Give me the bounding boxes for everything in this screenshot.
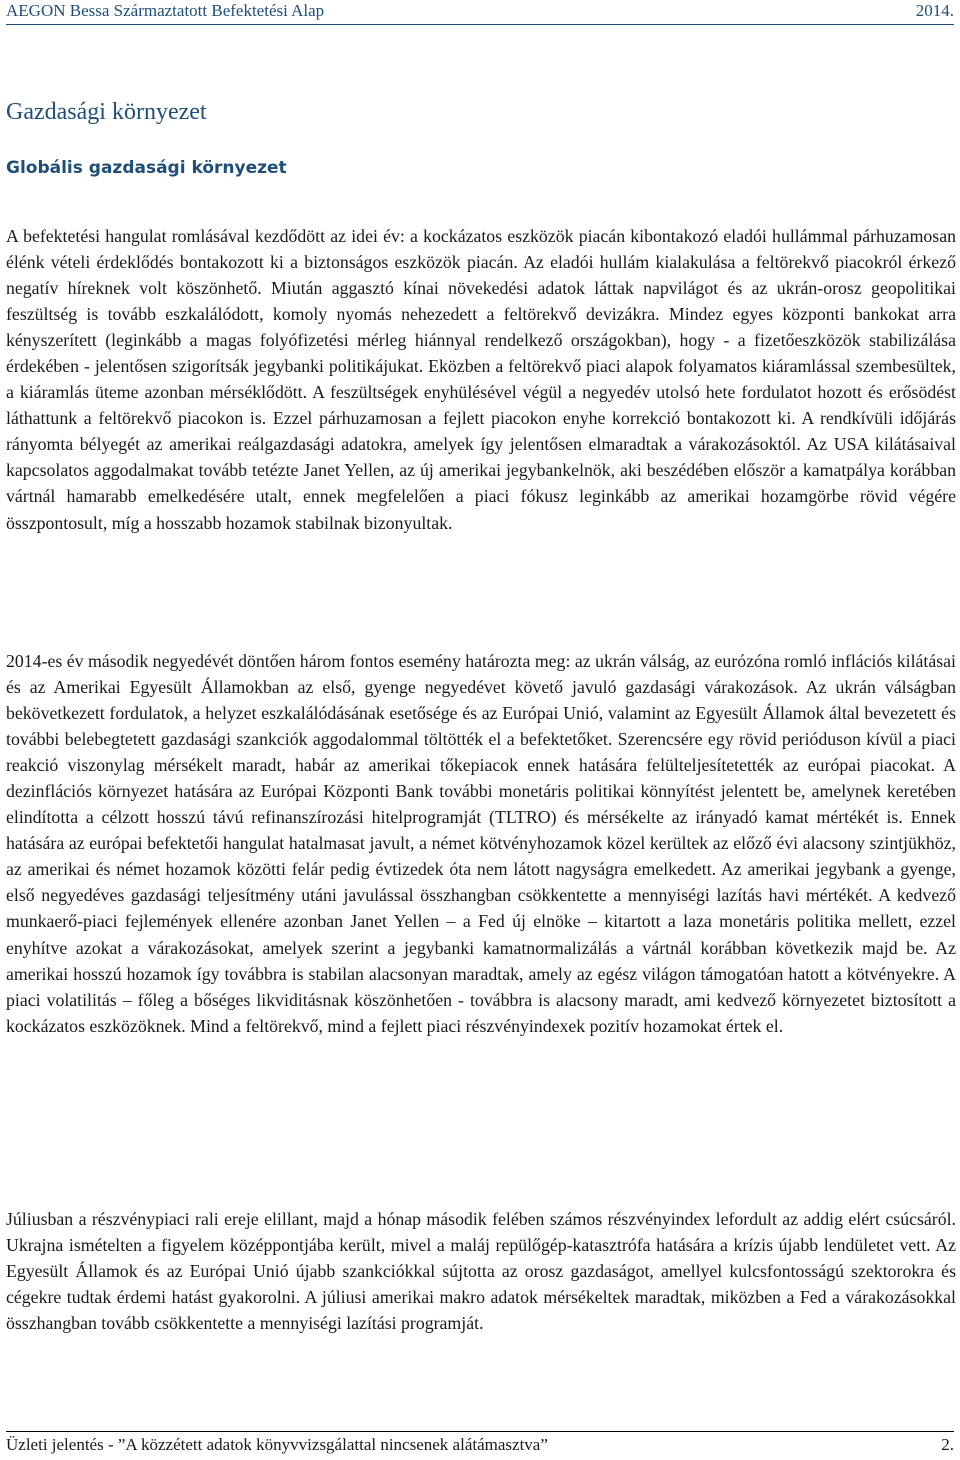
body-paragraph-1 xyxy=(6,223,956,536)
footer-divider xyxy=(6,1431,954,1432)
paragraph-text: A befektetési hangulat romlásával kezdődött az idei év: a kockázatos eszközök piacán kibontakozó eladói hullámmal párhuzamosan élénk vételi érdeklődés bontakozott ki a biztonságos eszközök piacán. Az eladói hullám kialakulása a feltörekvő piacokról érkező negatív híreknek volt köszönhető. Miután aggasztó kínai növekedési adatok láttak napvilágot és az ukrán-orosz geopolitikai feszültség is tovább eszkalálódott, komoly nyomás nehezedett a feltörekvő devizákra. Mindez egyes központi bankokat arra kényszerített (leginkább a magas folyófizetési mérleg hiánnyal rendelkező országokban), hogy - a fizetőeszközök stabilizálása érdekében - jelentősen szigorítsák jegybanki politikájukat. Eközben a feltörekvő piaci alapok folyamatos kiáramlással szembesültek, a kiáramlás üteme azonban mérséklődött. A feszültségek enyhülésével végül a negyedév utolsó hete fordulatot hozott és erősödést láthattunk a feltörekvő piacokon is. Ezzel párhuzamosan a fejlett piacokon enyhe korrekció bontakozott ki. A rendkívüli időjárás rányomta bélyegét az amerikai reálgazdasági adatokra, amelyek így jelentősen elmaradtak a várakozásoktól. Az USA kilátásaival kapcsolatos aggodalmakat tovább tetézte Janet Yellen, az új amerikai jegybankelnök, aki beszédében először a kamatpálya korábban vártnál hamarabb emelkedésére utalt, ennek megfelelően a piaci fókusz leginkább az amerikai hozamgörbe rövid végére összpontosult, míg a hosszabb hozamok stabilnak bizonyultak. xyxy=(6,226,956,533)
body-paragraph-3 xyxy=(6,1206,956,1336)
report-year: 2014. xyxy=(915,1,954,20)
body-paragraph-2 xyxy=(6,648,956,1039)
paragraph-text: Júliusban a részvénypiaci rali ereje elillant, majd a hónap második felében számos részvényindex lefordult az addig elért csúcsáról. Ukrajna ismételten a figyelem középpontjába került, mivel a maláj repülőgép-katasztrófa hatására a krízis újabb lendületet vett. Az Egyesült Államok és az Európai Unió újabb szankciókkal sújtotta az orosz gazdaságot, amellyel kulcsfontosságú szektorokra és cégekre tudtak érdemi hatást gyakorolni. A júliusi amerikai makro adatok mérsékeltek maradtak, miközben a Fed a várakozásokkal összhangban tovább csökkentette a mennyiségi lazítási programját. xyxy=(6,1209,956,1334)
section-title: Gazdasági környezet xyxy=(6,99,207,125)
page-number: 2. xyxy=(941,1435,954,1454)
paragraph-text: 2014-es év második negyedévét döntően három fontos esemény határozta meg: az ukrán válság, az eurózóna romló inflációs kilátásai és az Amerikai Egyesült Államokban az első, gyenge negyedévet követő javuló gazdasági várakozások. Az ukrán válságban bekövetkezett fordulatok, a helyzet eszkalálódásának esetősége és az Európai Unió, valamint az Egyesült Államok által bevezetett és további belebegtetett gazdasági szankciók aggodalommal töltötték el a befektetőket. Szerencsére egy rövid perióduson kívül a piaci reakció viszonylag mérsékelt maradt, habár az amerikai tőkepiacok ennek hatására felülteljesítetették az európai piacokat. A dezinflációs környezet hatására az Európai Központi Bank további monetáris politikai könnyítést jelentett be, amelynek keretében elindította a célzott hosszú távú refinanszírozási hitelprogramját (TLTRO) és mérsékelte az irányadó kamat mértékét is. Ennek hatására az európai befektetői hangulat hatalmasat javult, a német kötvényhozamok közel kerültek az előző évi alacsony szintjükhöz, az amerikai és német hozamok közötti felár pedig évtizedek óta nem látott nagyságra emelkedett. Az amerikai jegybank a gyenge, első negyedéves gazdasági teljesítmény utáni javulással összhangban csökkentette a mennyiségi lazítás havi mértékét. A kedvező munkaerő-piaci fejlemények ellenére azonban Janet Yellen – a Fed új elnöke – kitartott a laza monetáris politika mellett, ezzel enyhítve azokat a várakozásokat, amelyek szerint a jegybanki kamatnormalizálás a vártnál korábban következik majd be. Az amerikai hosszú hozamok így továbbra is stabilan alacsonyan maradtak, amely az egész világon támogatóan hatott a kötvényekre. A piaci volatilitás – főleg a bőséges likviditásnak köszönhetően - továbbra is alacsony maradt, ami kedvező környezetet biztosított a kockázatos eszközöknek. Mind a feltörekvő, mind a fejlett piaci részvényindexek pozitív hozamokat értek el. xyxy=(6,651,956,1036)
page-header xyxy=(6,0,954,25)
footer-disclaimer: Üzleti jelentés - ”A közzétett adatok könyvvizsgálattal nincsenek alátámasztva” xyxy=(6,1435,548,1454)
section-subtitle: Globális gazdasági környezet xyxy=(6,158,287,178)
fund-name: AEGON Bessa Származtatott Befektetési Alap xyxy=(6,1,325,20)
